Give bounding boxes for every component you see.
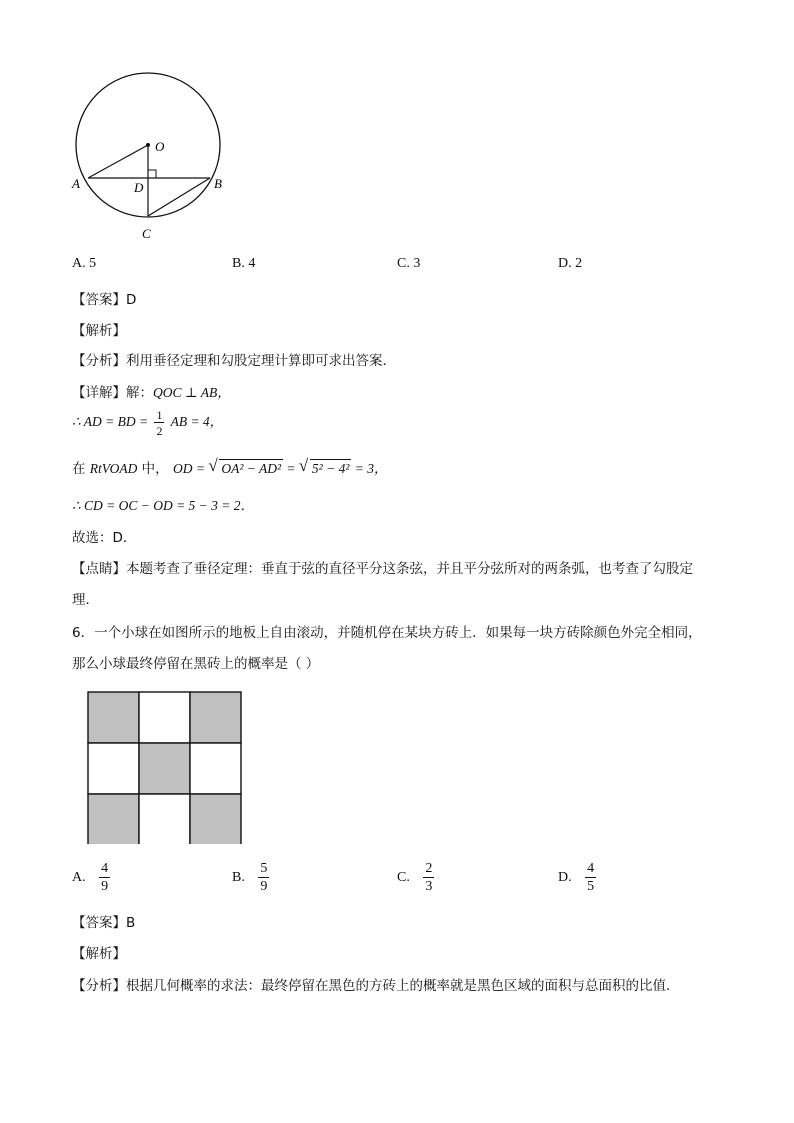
tile-white bbox=[88, 743, 139, 794]
q5-option-c: C. 3 bbox=[397, 256, 421, 271]
numerator: 5 bbox=[260, 861, 268, 876]
denominator: 9 bbox=[101, 879, 109, 894]
fraction-numerator: 1 bbox=[156, 408, 163, 422]
triangle-name: RtVOAD bbox=[89, 461, 138, 476]
label-A: A bbox=[72, 176, 80, 191]
radicand-2: 5² − 4² bbox=[311, 461, 350, 476]
q5-option-d: D. 2 bbox=[558, 256, 583, 271]
denominator: 3 bbox=[425, 879, 433, 894]
q5-detail-line2 bbox=[72, 409, 223, 437]
option-fraction bbox=[423, 862, 434, 894]
sqrt-oa-ad bbox=[210, 459, 283, 477]
tile-shaded bbox=[190, 692, 241, 743]
q6-analysis-title: 【解析】 bbox=[72, 946, 126, 962]
radius-OA bbox=[88, 145, 148, 178]
q6-stem-1: 6．一个小球在如图所示的地板上自由滚动，并随机停在某块方砖上．如果每一块方砖除颜色外完全相同， bbox=[72, 625, 702, 641]
line2-post: AB = 4， bbox=[170, 414, 224, 430]
option-fraction bbox=[258, 862, 269, 894]
option-letter: C. bbox=[397, 870, 410, 886]
line3-pre: 在 bbox=[72, 461, 90, 477]
eq-sign: = bbox=[283, 461, 299, 476]
line3-mid: 中， bbox=[137, 461, 169, 477]
option-letter: D. bbox=[558, 870, 572, 886]
line2-pre: ∴ AD = BD = bbox=[72, 414, 152, 430]
numerator: 4 bbox=[587, 861, 595, 876]
option-letter: A. bbox=[72, 870, 86, 886]
q5-choose: 故选：D． bbox=[72, 530, 137, 546]
tile-shaded bbox=[88, 794, 139, 844]
tile-white bbox=[139, 692, 190, 743]
right-angle-mark bbox=[148, 170, 156, 178]
sqrt-5-4 bbox=[301, 459, 351, 477]
radicand-1: OA² − AD² bbox=[221, 461, 282, 476]
q6-option-d bbox=[558, 862, 599, 894]
tile-white bbox=[190, 743, 241, 794]
option-fraction bbox=[585, 862, 596, 894]
q5-detail-line4: ∴ CD = OC − OD = 5 − 3 = 2． bbox=[72, 498, 255, 513]
q5-detail-line1 bbox=[72, 381, 231, 401]
half-fraction bbox=[154, 409, 164, 437]
q5-fenxi: 【分析】利用垂径定理和勾股定理计算即可求出答案． bbox=[72, 353, 396, 369]
q5-analysis-title: 【解析】 bbox=[72, 323, 126, 339]
label-D: D bbox=[134, 180, 144, 195]
circle-figure bbox=[60, 68, 240, 248]
q6-option-b bbox=[232, 862, 272, 894]
q6-stem-2: 那么小球最终停留在黑砖上的概率是（ ） bbox=[72, 656, 320, 672]
denominator: 5 bbox=[587, 879, 595, 894]
tile-white bbox=[139, 794, 190, 844]
q5-option-b: B. 4 bbox=[232, 256, 256, 271]
od-eq: OD = bbox=[172, 461, 209, 476]
tile-shaded bbox=[139, 743, 190, 794]
center-dot bbox=[146, 143, 150, 147]
q6-option-c bbox=[397, 862, 437, 894]
option-fraction bbox=[99, 862, 110, 894]
label-O: O bbox=[155, 139, 165, 154]
q5-answer: 【答案】D bbox=[72, 292, 137, 308]
label-B: B bbox=[214, 176, 222, 191]
q5-detail-line3 bbox=[72, 457, 388, 477]
detail-line1-math: QOC ⊥ AB， bbox=[153, 385, 231, 400]
q5-dianjing-1: 【点睛】本题考查了垂径定理：垂直于弦的直径平分这条弦，并且平分弦所对的两条弧，也考查了勾股定 bbox=[72, 561, 693, 577]
numerator: 2 bbox=[425, 861, 433, 876]
numerator: 4 bbox=[101, 861, 109, 876]
tile-shaded bbox=[88, 692, 139, 743]
q5-option-a: A. 5 bbox=[72, 256, 97, 271]
tile-shaded bbox=[190, 794, 241, 844]
fraction-denominator: 2 bbox=[156, 424, 163, 438]
q5-dianjing-2: 理． bbox=[72, 592, 99, 608]
q6-answer: 【答案】B bbox=[72, 915, 136, 931]
detail-prefix: 【详解】解： bbox=[72, 385, 153, 401]
tile-grid-figure bbox=[86, 690, 244, 844]
denominator: 9 bbox=[260, 879, 268, 894]
label-C: C bbox=[142, 226, 151, 241]
q6-option-a bbox=[72, 862, 113, 894]
line3-end: = 3， bbox=[351, 461, 388, 476]
option-letter: B. bbox=[232, 870, 245, 886]
q6-fenxi: 【分析】根据几何概率的求法：最终停留在黑色的方砖上的概率就是黑色区域的面积与总面积的比值． bbox=[72, 978, 680, 994]
